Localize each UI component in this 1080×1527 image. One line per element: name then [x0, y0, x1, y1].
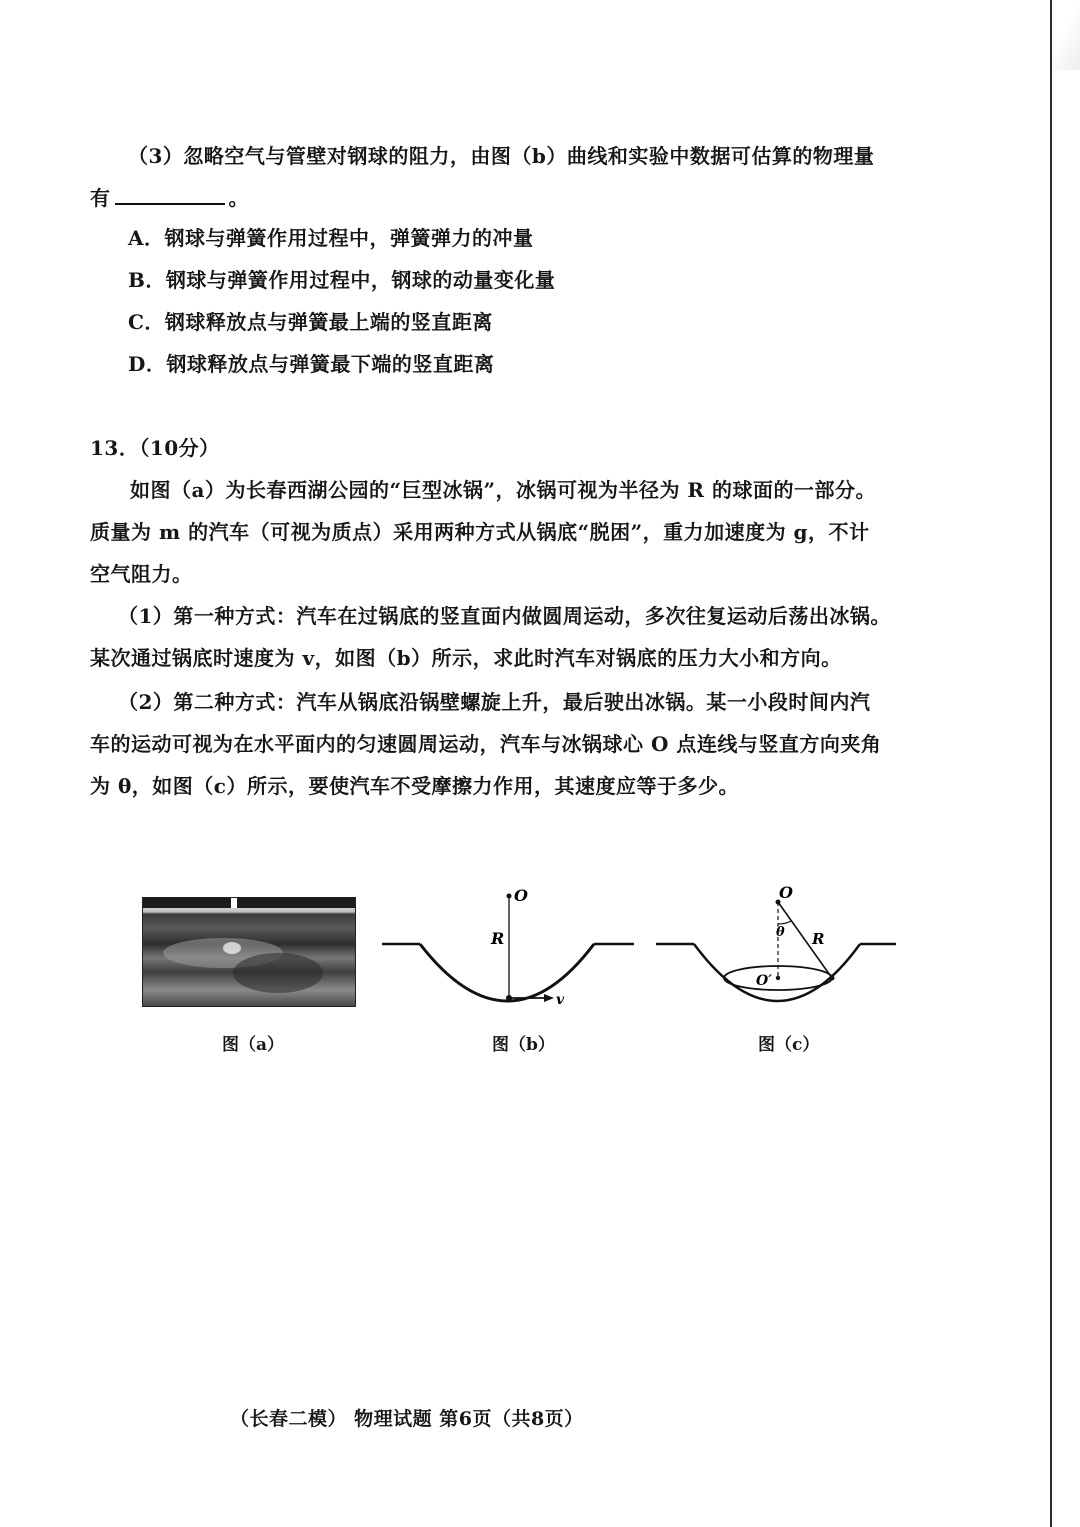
q13-intro-line3: 空气阻力。 — [90, 562, 193, 586]
part3-line2-suffix: 。 — [228, 186, 249, 210]
q13-header: 13．（10分） — [90, 436, 220, 460]
center-dot — [507, 894, 512, 899]
label-o: O — [514, 886, 528, 905]
answer-blank — [115, 187, 225, 205]
q13-intro-line1: 如图（a）为长春西湖公园的“巨型冰锅”，冰锅可视为半径为 R 的球面的一部分。 — [130, 478, 877, 502]
option-c: C．钢球释放点与弹簧最上端的竖直距离 — [128, 310, 493, 334]
part3-question-line2 — [90, 182, 249, 211]
figure-b-diagram — [378, 880, 640, 1015]
velocity-arrowhead — [544, 994, 554, 1002]
figure-c-diagram — [652, 880, 900, 1015]
page-corner-fold — [1052, 0, 1080, 70]
pot-bowl-curve — [420, 944, 594, 1001]
figure-a-caption: 图（a） — [222, 1035, 285, 1055]
label-r: R — [812, 930, 825, 948]
q13-sub2-line2: 车的运动可视为在水平面内的匀速圆周运动，汽车与冰锅球心 O 点连线与竖直方向夹角 — [90, 732, 882, 756]
figure-b-caption: 图（b） — [492, 1035, 555, 1055]
option-b: B．钢球与弹簧作用过程中，钢球的动量变化量 — [128, 268, 556, 292]
car-dot — [830, 976, 835, 981]
figure-c-caption: 图（c） — [758, 1035, 820, 1055]
label-o: O — [779, 883, 793, 902]
option-a: A．钢球与弹簧作用过程中，弹簧弹力的冲量 — [128, 226, 534, 250]
label-v: v — [556, 992, 565, 1008]
q13-sub2-line1: （2）第二种方式：汽车从锅底沿锅壁螺旋上升，最后驶出冰锅。某一小段时间内汽 — [118, 690, 871, 714]
inner-center-dot — [776, 976, 780, 980]
option-d: D．钢球释放点与弹簧最下端的竖直距离 — [128, 352, 495, 376]
label-theta: θ — [776, 925, 785, 940]
label-r: R — [491, 929, 505, 948]
ice-pot-photo — [142, 897, 356, 1007]
q13-sub1-line1: （1）第一种方式：汽车在过锅底的竖直面内做圆周运动，多次往复运动后荡出冰锅。 — [118, 604, 891, 628]
q13-sub1-line2: 某次通过锅底时速度为 v，如图（b）所示，求此时汽车对锅底的压力大小和方向。 — [90, 646, 842, 670]
q13-intro-line2: 质量为 m 的汽车（可视为质点）采用两种方式从锅底“脱困”，重力加速度为 g，不计 — [90, 520, 870, 544]
label-o-prime: O′ — [756, 973, 772, 989]
part3-line2-prefix: 有 — [90, 186, 111, 210]
angle-arc — [778, 921, 791, 924]
pot-bowl-curve — [694, 944, 860, 1001]
q13-sub2-line3: 为 θ，如图（c）所示，要使汽车不受摩擦力作用，其速度应等于多少。 — [90, 774, 739, 798]
part3-question-line1: （3）忽略空气与管壁对钢球的阻力，由图（b）曲线和实验中数据可估算的物理量 — [128, 144, 875, 168]
page-footer: （长春二模） 物理试题 第6页（共8页） — [230, 1408, 584, 1430]
page-edge-line — [1050, 0, 1052, 1527]
